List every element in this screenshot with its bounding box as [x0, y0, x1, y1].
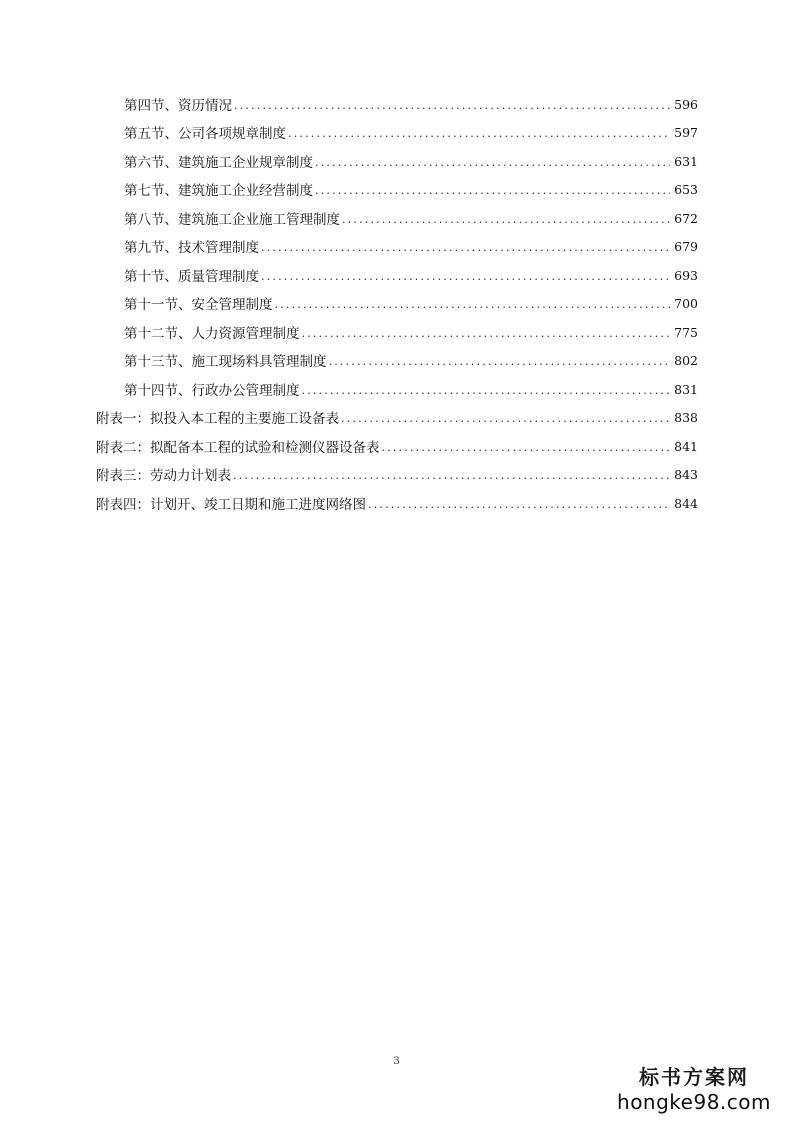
toc-entry[interactable]: [124, 92, 698, 116]
toc-entry-page: 831: [674, 381, 698, 397]
toc-entry-page: 700: [674, 295, 698, 311]
toc-entry[interactable]: [124, 206, 698, 230]
toc-entry[interactable]: [124, 177, 698, 201]
toc-entry[interactable]: [96, 405, 698, 429]
toc-leader-dots: [382, 441, 671, 454]
toc-leader-dots: [342, 213, 670, 226]
toc-entry-page: 802: [674, 352, 698, 368]
toc-entry[interactable]: [124, 291, 698, 315]
toc-entry[interactable]: [124, 320, 698, 344]
toc-entry[interactable]: [96, 491, 698, 515]
toc-leader-dots: [315, 156, 670, 169]
toc-entry-title: 第七节、建筑施工企业经营制度: [124, 183, 313, 199]
toc-entry[interactable]: [124, 263, 698, 287]
watermark-url: hongke98.com: [617, 1090, 771, 1114]
toc-leader-dots: [288, 127, 670, 140]
toc-entry-page: 672: [674, 210, 698, 226]
toc-leader-dots: [302, 384, 671, 397]
toc-entry-title: 第十二节、人力资源管理制度: [124, 326, 300, 342]
toc-entry-page: 596: [674, 96, 698, 112]
toc-entry-page: 679: [674, 238, 698, 254]
toc-entry[interactable]: [96, 434, 698, 458]
toc-entry-title: 附表四：计划开、竣工日期和施工进度网络图: [96, 497, 366, 513]
toc-entry[interactable]: [124, 348, 698, 372]
toc-entry[interactable]: [96, 462, 698, 486]
toc-entry-title: 第八节、建筑施工企业施工管理制度: [124, 212, 340, 228]
page-number: 3: [393, 1056, 400, 1067]
toc-leader-dots: [234, 99, 670, 112]
toc-leader-dots: [368, 498, 670, 511]
toc-entry-page: 841: [674, 438, 698, 454]
toc-entry-page: 844: [674, 495, 698, 511]
toc-entry-page: 653: [674, 181, 698, 197]
toc-entry[interactable]: [124, 377, 698, 401]
watermark-name: 标书方案网: [639, 1065, 749, 1089]
toc-leader-dots: [315, 184, 670, 197]
toc-entry[interactable]: [124, 120, 698, 144]
toc-leader-dots: [329, 355, 671, 368]
toc-entry-title: 附表一：拟投入本工程的主要施工设备表: [96, 411, 339, 427]
toc-entry-page: 838: [674, 409, 698, 425]
toc-entry-page: 631: [674, 153, 698, 169]
toc-entry-title: 第六节、建筑施工企业规章制度: [124, 155, 313, 171]
toc-leader-dots: [261, 270, 670, 283]
toc-entry-title: 第九节、技术管理制度: [124, 240, 259, 256]
toc-leader-dots: [341, 412, 670, 425]
toc-entry-page: 843: [674, 466, 698, 482]
toc-entry-title: 第四节、资历情况: [124, 98, 232, 114]
toc-leader-dots: [302, 327, 671, 340]
toc-leader-dots: [275, 298, 671, 311]
toc-entry-page: 775: [674, 324, 698, 340]
toc-entry-title: 附表二：拟配备本工程的试验和检测仪器设备表: [96, 440, 380, 456]
toc-entry[interactable]: [124, 149, 698, 173]
toc-entry-title: 附表三：劳动力计划表: [96, 468, 231, 484]
toc-entry-title: 第十三节、施工现场料具管理制度: [124, 354, 327, 370]
toc-entry-title: 第十节、质量管理制度: [124, 269, 259, 285]
toc-entry-page: 597: [674, 124, 698, 140]
toc-leader-dots: [261, 241, 670, 254]
toc-entry-title: 第十四节、行政办公管理制度: [124, 383, 300, 399]
toc-entry-page: 693: [674, 267, 698, 283]
toc-entry-title: 第十一节、安全管理制度: [124, 297, 273, 313]
toc-entry[interactable]: [124, 234, 698, 258]
watermark-logo: [617, 1061, 771, 1114]
toc-entry-title: 第五节、公司各项规章制度: [124, 126, 286, 142]
toc-leader-dots: [233, 469, 670, 482]
